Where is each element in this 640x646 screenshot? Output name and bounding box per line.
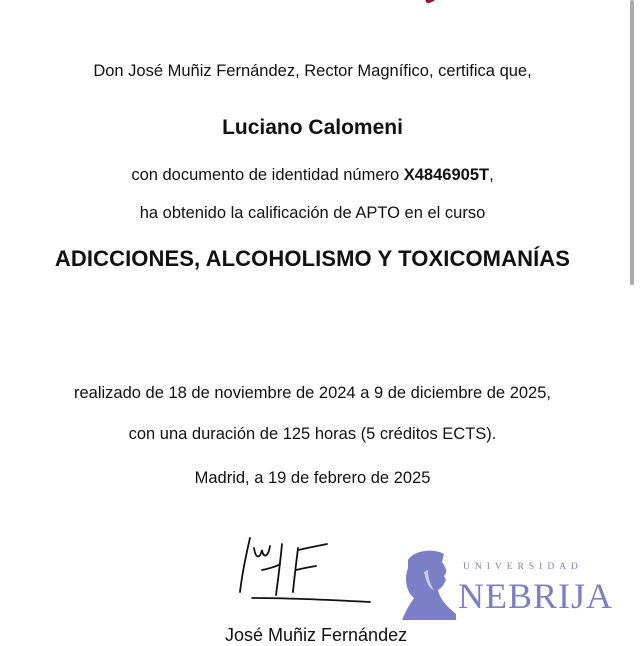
signer-name: José Muñiz Fernández bbox=[225, 625, 408, 645]
recipient-name: Luciano Calomeni bbox=[222, 116, 403, 139]
header-logo-fragment bbox=[424, 0, 438, 4]
place-date: Madrid, a 19 de febrero de 2025 bbox=[194, 469, 431, 487]
id-document-line bbox=[0, 166, 625, 185]
logo-university-text: UNIVERSIDAD bbox=[463, 562, 583, 572]
grade-text: ha obtenido la calificación de APTO en el curso bbox=[139, 204, 486, 222]
course-dates: realizado de 18 de noviembre de 2024 a 9 de diciembre de 2025, bbox=[73, 384, 551, 402]
intro-text: Don José Muñiz Fernández, Rector Magnífico, certifica que, bbox=[93, 62, 532, 80]
signature-image bbox=[232, 530, 377, 605]
id-number: X4846905T bbox=[403, 166, 490, 184]
course-title: ADICCIONES, ALCOHOLISMO Y TOXICOMANÍAS bbox=[54, 246, 571, 271]
nebrija-bust-logo bbox=[400, 548, 460, 620]
id-prefix: con documento de identidad número bbox=[131, 166, 404, 184]
vertical-scrollbar[interactable] bbox=[630, 0, 634, 285]
logo-nebrija-text: NEBRIJA bbox=[458, 576, 614, 616]
id-suffix: , bbox=[489, 166, 494, 184]
course-duration: con una duración de 125 horas (5 créditos ECTS). bbox=[128, 425, 497, 443]
